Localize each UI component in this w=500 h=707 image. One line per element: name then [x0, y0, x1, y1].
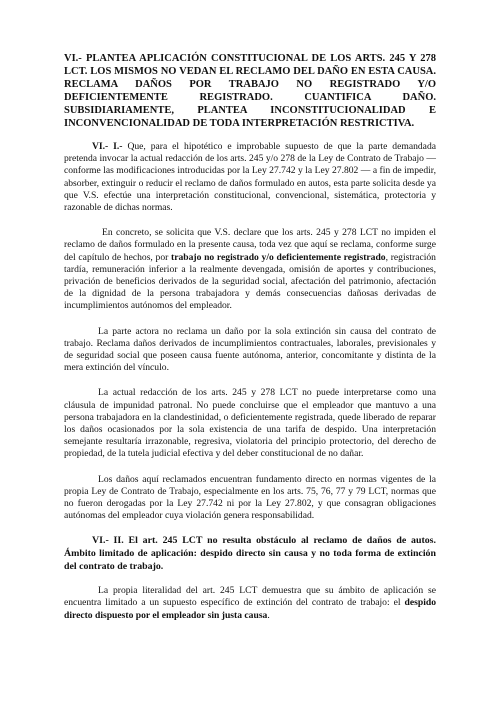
section-heading: [64, 52, 436, 130]
paragraph-4-text: La actual redacción de los arts. 245 y 278 LCT no puede interpretarse como una cláusula de impunidad patronal. No puede concluirse que el empleador que mantuvo a una persona trabajadora en la clandestinidad, o deficientemente registrada, quede liberado de reparar los daños ocasionados por la sola existencia de una tarifa de despido. Una interpretación semejante resultaría irrazonable, regresiva, violatoria del principio protectorio, del derecho de propiedad, de la tutela judicial efectiva y del deber constitucional de no dañar.: [64, 387, 436, 460]
subsection-heading-text: VI.- II. El art. 245 LCT no resulta obstáculo al reclamo de daños de autos. Ámbito limitado de aplicación: despido directo sin causa y no toda forma de extinción del contrato de trabajo.: [64, 535, 436, 572]
paragraph-3: [64, 326, 436, 375]
paragraph-5-text: Los daños aquí reclamados encuentran fundamento directo en normas vigentes de la propia Ley de Contrato de Trabajo, especialmente en los arts. 75, 76, 77 y 79 LCT, normas que no fueron derogadas por la Ley 27.742 ni por la Ley 27.802, y que consagran obligaciones autónomas del empleador cuya violación genera responsabilidad.: [64, 473, 436, 522]
paragraph-2-bold: trabajo no registrado y/o deficientemente registrado: [171, 251, 386, 263]
paragraph-6: [64, 585, 436, 622]
paragraph-1-text: Que, para el hipotético e improbable supuesto de que la parte demandada pretenda invocar la actual redacción de los arts. 245 y/o 278 de la Ley de Contrato de Trabajo —conforme las modificaciones introducidas por la Ley 27.742 y la Ley 27.802 — a fin de impedir, absorber, extinguir o reducir el reclamo de daños formulado en autos, esta parte solicita desde ya que V.S. efectúe una interpretación constitucional, convencional, sistemática, protectoria y razonable de dichas normas.: [64, 141, 436, 214]
paragraph-2-text-a: En concreto, se solicita que V.S. declare que los arts. 245 y 278 LCT no impiden el reclamo de daños formulado en la presente causa, toda vez que aquí se reclama, conforme surge del capítulo de hechos, por: [64, 227, 436, 263]
paragraph-6-text-a: La propia literalidad del art. 245 LCT demuestra que su ámbito de aplicación se encuentra limitado a un supuesto específico de extinción del contrato de trabajo: el: [64, 585, 436, 609]
paragraph-6-text-b: .: [267, 609, 270, 621]
section-heading-text: VI.- PLANTEA APLICACIÓN CONSTITUCIONAL DE LOS ARTS. 245 Y 278 LCT. LOS MISMOS NO VEDAN EL RECLAMO DEL DAÑO EN ESTA CAUSA. RECLAMA DAÑOS POR TRABAJO NO REGISTRADO Y/O DEFICIENTEMENTE REGISTRADO. CUANTIFICA DAÑO. SUBSIDIARIAMENTE, PLANTEA INCONSTITUCIONALIDAD E INCONVENCIONALIDAD DE TODA INTERPRETACIÓN RESTRICTIVA.: [64, 53, 436, 129]
paragraph-6-bold: despido directo dispuesto por el empleador sin justa causa: [64, 597, 436, 621]
paragraph-4: [64, 387, 436, 460]
paragraph-3-text: La parte actora no reclama un daño por la sola extinción sin causa del contrato de trabajo. Reclama daños derivados de incumplimientos contractuales, laborales, previsionales y de seguridad social que poseen causa fuente autónoma, anterior, concomitante y distinta de la mera extinción del vínculo.: [64, 325, 436, 374]
paragraph-1: [64, 141, 436, 214]
subsection-label: VI.- I.-: [92, 141, 123, 152]
document-page: [64, 52, 436, 635]
paragraph-5: [64, 474, 436, 523]
subsection-heading: [64, 535, 436, 573]
paragraph-2-text-b: , registración tardía, remuneración inferior a la realmente devengada, omisión de aportes y contribuciones, privación de beneficios derivados de la seguridad social, afectación del patrimonio, afectación de la dignidad de la persona trabajadora y demás consecuencias dañosas derivadas de incumplimientos autónomos del empleador.: [64, 251, 436, 312]
paragraph-2: [64, 227, 436, 312]
